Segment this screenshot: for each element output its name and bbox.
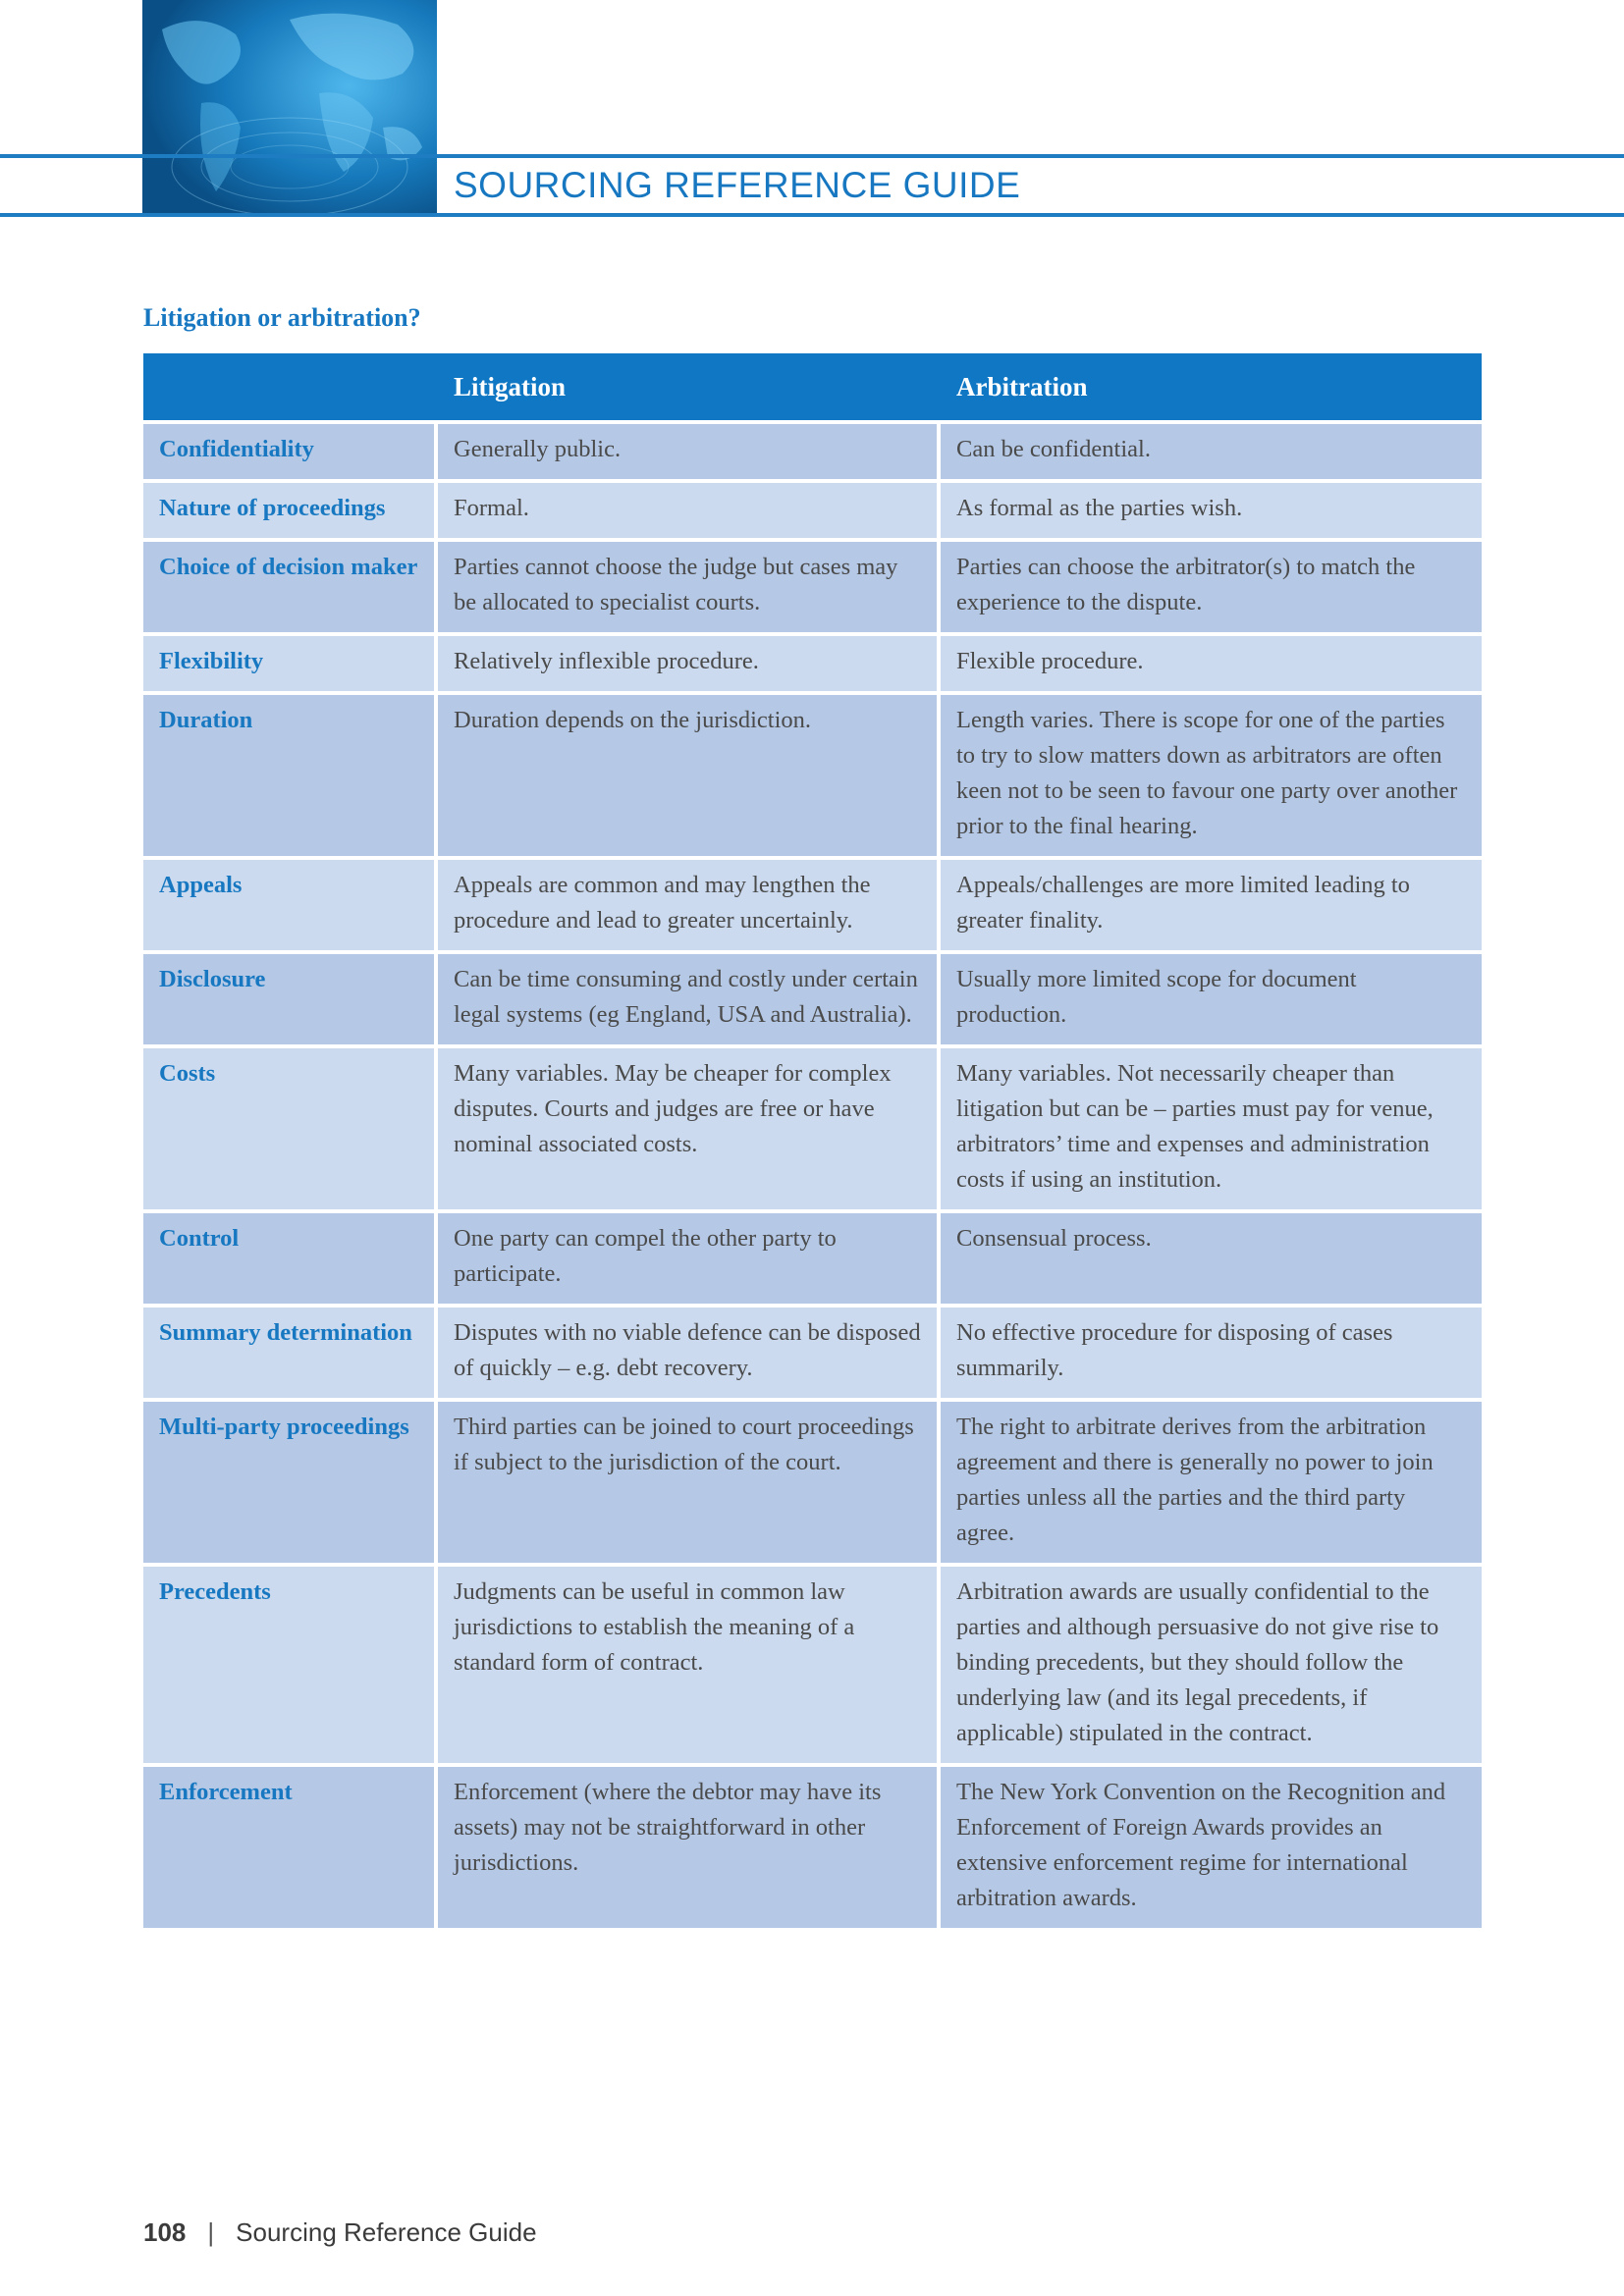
row-label: Costs — [143, 1048, 438, 1213]
row-label: Control — [143, 1213, 438, 1308]
litigation-cell: Parties cannot choose the judge but cases may be allocated to specialist courts. — [438, 542, 941, 636]
row-label: Flexibility — [143, 636, 438, 695]
arbitration-cell: Parties can choose the arbitrator(s) to match the experience to the dispute. — [941, 542, 1482, 636]
table-row — [143, 424, 1482, 483]
guide-title: SOURCING REFERENCE GUIDE — [454, 165, 1021, 205]
arbitration-cell: Appeals/challenges are more limited leading to greater finality. — [941, 860, 1482, 954]
row-label: Appeals — [143, 860, 438, 954]
header-globe-image — [142, 0, 437, 216]
arbitration-cell: Many variables. Not necessarily cheaper than litigation but can be – parties must pay for venue, arbitrators’ time and expenses and administration costs if using an institution. — [941, 1048, 1482, 1213]
column-header-arbitration: Arbitration — [941, 353, 1482, 424]
arbitration-cell: Usually more limited scope for document production. — [941, 954, 1482, 1048]
table-row — [143, 695, 1482, 860]
table-header-row — [143, 353, 1482, 424]
arbitration-cell: As formal as the parties wish. — [941, 483, 1482, 542]
arbitration-cell: The right to arbitrate derives from the arbitration agreement and there is generally no power to join parties unless all the parties and the third party agree. — [941, 1402, 1482, 1567]
section-heading: Litigation or arbitration? — [143, 303, 421, 332]
row-label: Duration — [143, 695, 438, 860]
arbitration-cell: Can be confidential. — [941, 424, 1482, 483]
header-rule-top — [0, 154, 1624, 158]
row-label: Precedents — [143, 1567, 438, 1767]
litigation-cell: One party can compel the other party to participate. — [438, 1213, 941, 1308]
page-number: 108 — [143, 2217, 187, 2247]
litigation-cell: Relatively inflexible procedure. — [438, 636, 941, 695]
table-row — [143, 1402, 1482, 1567]
column-header-blank — [143, 353, 438, 424]
comparison-table — [143, 353, 1482, 1932]
row-label: Choice of decision maker — [143, 542, 438, 636]
litigation-cell: Many variables. May be cheaper for complex disputes. Courts and judges are free or have nominal associated costs. — [438, 1048, 941, 1213]
row-label: Disclosure — [143, 954, 438, 1048]
arbitration-cell: Arbitration awards are usually confidential to the parties and although persuasive do not give rise to binding precedents, but they should follow the underlying law (and its legal precedents, if applicable) stipulated in the contract. — [941, 1567, 1482, 1767]
footer-title: Sourcing Reference Guide — [236, 2217, 537, 2247]
footer-separator: | — [207, 2217, 215, 2247]
table-row — [143, 542, 1482, 636]
litigation-cell: Third parties can be joined to court proceedings if subject to the jurisdiction of the court. — [438, 1402, 941, 1567]
table-row — [143, 1048, 1482, 1213]
globe-map-graphic — [142, 0, 437, 216]
litigation-cell: Enforcement (where the debtor may have its assets) may not be straightforward in other jurisdictions. — [438, 1767, 941, 1932]
litigation-cell: Can be time consuming and costly under certain legal systems (eg England, USA and Australia). — [438, 954, 941, 1048]
row-label: Summary determination — [143, 1308, 438, 1402]
row-label: Confidentiality — [143, 424, 438, 483]
table-row — [143, 483, 1482, 542]
arbitration-cell: The New York Convention on the Recognition and Enforcement of Foreign Awards provides an extensive enforcement regime for international arbitration awards. — [941, 1767, 1482, 1932]
row-label: Nature of proceedings — [143, 483, 438, 542]
litigation-cell: Appeals are common and may lengthen the procedure and lead to greater uncertainly. — [438, 860, 941, 954]
litigation-cell: Formal. — [438, 483, 941, 542]
row-label: Multi-party proceedings — [143, 1402, 438, 1567]
table-row — [143, 954, 1482, 1048]
litigation-cell: Duration depends on the jurisdiction. — [438, 695, 941, 860]
column-header-litigation: Litigation — [438, 353, 941, 424]
litigation-cell: Judgments can be useful in common law jurisdictions to establish the meaning of a standard form of contract. — [438, 1567, 941, 1767]
row-label: Enforcement — [143, 1767, 438, 1932]
arbitration-cell: Flexible procedure. — [941, 636, 1482, 695]
table-row — [143, 860, 1482, 954]
table-row — [143, 636, 1482, 695]
litigation-cell: Disputes with no viable defence can be disposed of quickly – e.g. debt recovery. — [438, 1308, 941, 1402]
table-row — [143, 1767, 1482, 1932]
table-row — [143, 1308, 1482, 1402]
page-footer — [143, 2217, 537, 2248]
table-row — [143, 1567, 1482, 1767]
header-rule-bottom — [0, 213, 1624, 217]
arbitration-cell: No effective procedure for disposing of cases summarily. — [941, 1308, 1482, 1402]
arbitration-cell: Length varies. There is scope for one of the parties to try to slow matters down as arbitrators are often keen not to be seen to favour one party over another prior to the final hearing. — [941, 695, 1482, 860]
litigation-cell: Generally public. — [438, 424, 941, 483]
arbitration-cell: Consensual process. — [941, 1213, 1482, 1308]
table-row — [143, 1213, 1482, 1308]
